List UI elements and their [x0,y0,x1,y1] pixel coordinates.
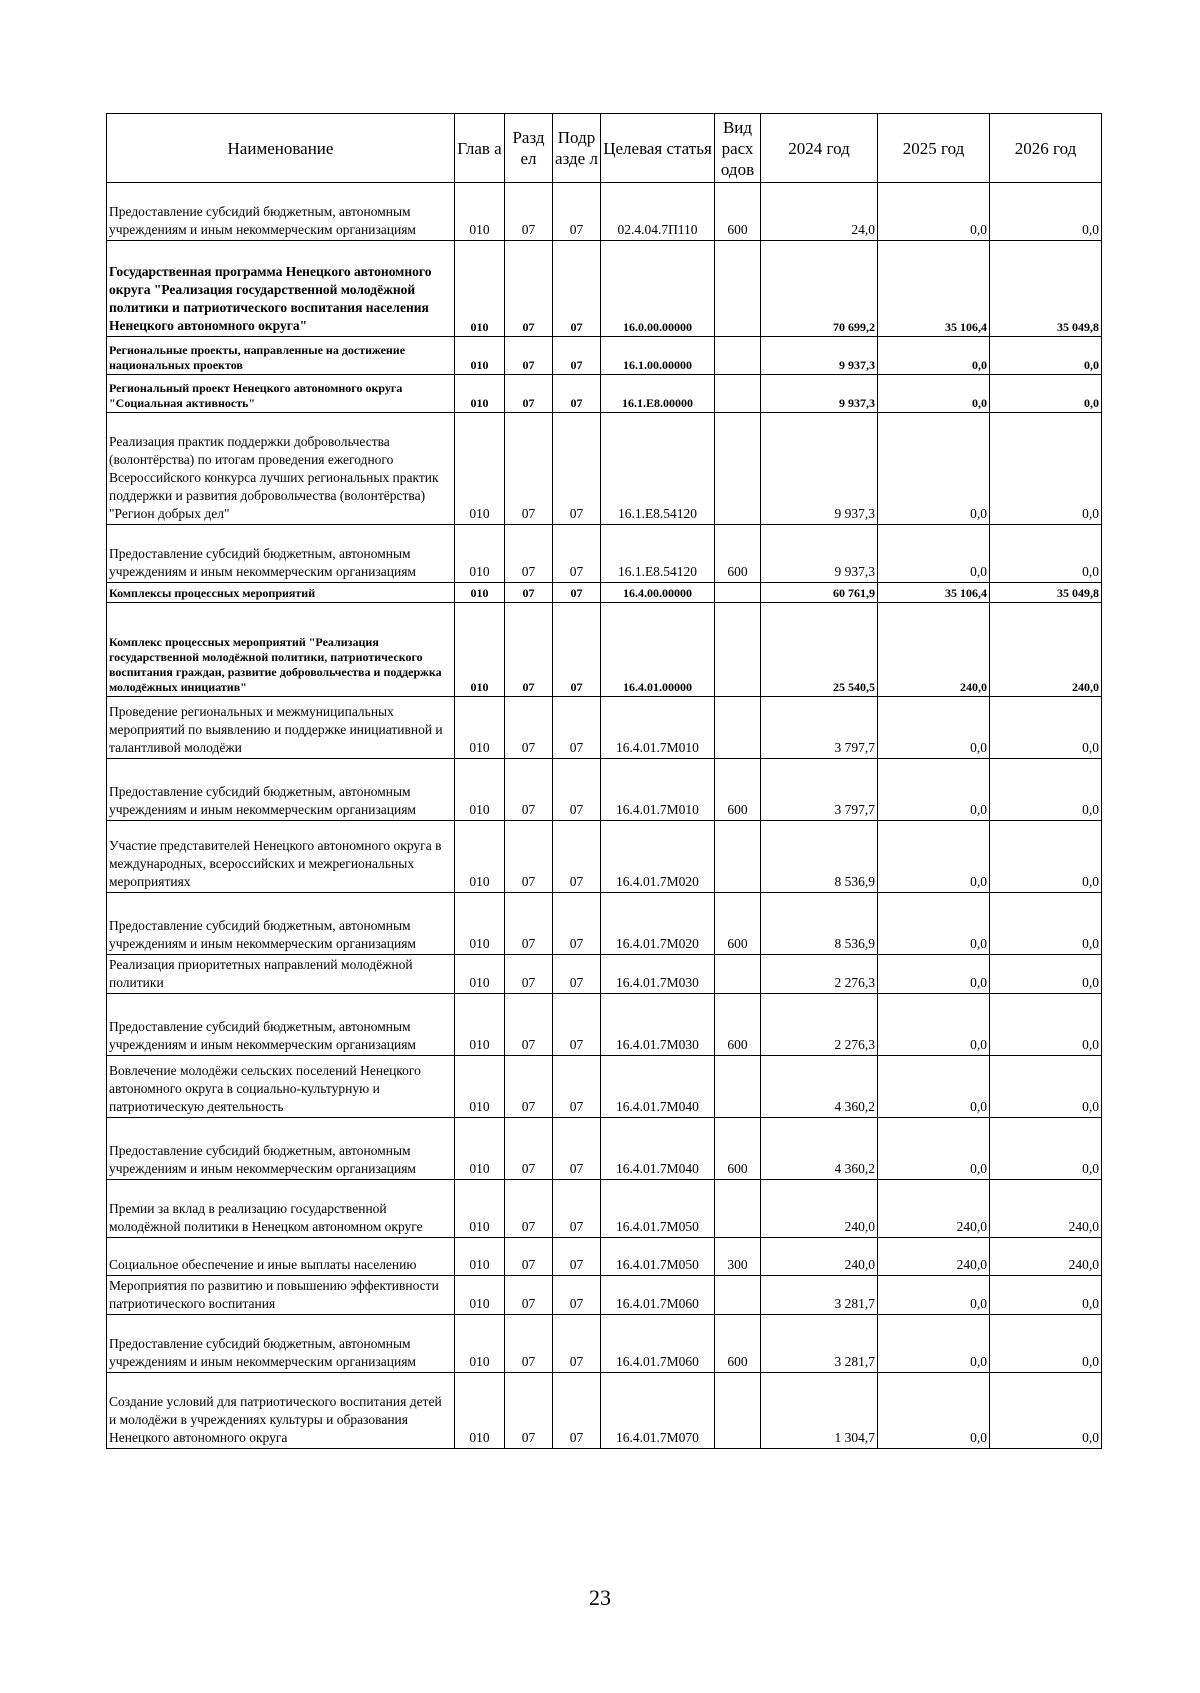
row-name: Предоставление субсидий бюджетным, автономным учреждениям и иным некоммерческим организациям [107,994,455,1056]
row-amount-2025: 35 106,4 [878,583,990,603]
row-expense-type: 600 [715,525,761,583]
row-podrazdel: 07 [553,759,601,821]
row-amount-2025: 0,0 [878,1315,990,1373]
row-podrazdel: 07 [553,1056,601,1118]
row-glava: 010 [455,525,505,583]
row-amount-2024: 70 699,2 [761,241,878,337]
row-target-article: 16.4.01.7М010 [601,697,715,759]
row-expense-type [715,375,761,413]
row-amount-2025: 240,0 [878,603,990,697]
row-podrazdel: 07 [553,337,601,375]
row-amount-2025: 0,0 [878,183,990,241]
row-name: Социальное обеспечение и иные выплаты населению [107,1238,455,1276]
row-glava: 010 [455,337,505,375]
row-amount-2024: 4 360,2 [761,1118,878,1180]
row-podrazdel: 07 [553,603,601,697]
row-expense-type [715,337,761,375]
row-podrazdel: 07 [553,955,601,994]
table-row [107,413,1102,525]
row-amount-2024: 2 276,3 [761,955,878,994]
row-target-article: 16.4.01.7М040 [601,1118,715,1180]
row-glava: 010 [455,821,505,893]
row-amount-2026: 240,0 [990,1238,1102,1276]
row-amount-2026: 0,0 [990,183,1102,241]
row-expense-type: 600 [715,183,761,241]
row-target-article: 16.4.01.7М050 [601,1238,715,1276]
row-expense-type: 600 [715,759,761,821]
row-amount-2026: 0,0 [990,1118,1102,1180]
row-amount-2024: 25 540,5 [761,603,878,697]
row-amount-2026: 0,0 [990,955,1102,994]
row-name: Предоставление субсидий бюджетным, автономным учреждениям и иным некоммерческим организациям [107,1118,455,1180]
table-row [107,759,1102,821]
table-row [107,1238,1102,1276]
row-razdel: 07 [505,375,553,413]
header-2025: 2025 год [878,114,990,183]
row-podrazdel: 07 [553,1118,601,1180]
row-amount-2026: 0,0 [990,413,1102,525]
header-name: Наименование [107,114,455,183]
row-razdel: 07 [505,603,553,697]
row-podrazdel: 07 [553,1315,601,1373]
row-amount-2025: 0,0 [878,337,990,375]
row-amount-2026: 0,0 [990,375,1102,413]
row-amount-2024: 8 536,9 [761,821,878,893]
header-razdel: Разд ел [505,114,553,183]
row-razdel: 07 [505,893,553,955]
row-amount-2026: 35 049,8 [990,241,1102,337]
row-name: Предоставление субсидий бюджетным, автономным учреждениям и иным некоммерческим организациям [107,1315,455,1373]
page-number: 23 [589,1585,611,1610]
row-expense-type [715,955,761,994]
row-name: Региональные проекты, направленные на достижение национальных проектов [107,337,455,375]
row-razdel: 07 [505,1118,553,1180]
table-row [107,994,1102,1056]
row-razdel: 07 [505,1276,553,1315]
row-glava: 010 [455,1373,505,1449]
row-amount-2024: 60 761,9 [761,583,878,603]
header-2024: 2024 год [761,114,878,183]
row-razdel: 07 [505,1056,553,1118]
row-glava: 010 [455,759,505,821]
table-row [107,893,1102,955]
row-razdel: 07 [505,697,553,759]
row-name: Реализация приоритетных направлений молодёжной политики [107,955,455,994]
table-row [107,337,1102,375]
table-row [107,697,1102,759]
row-glava: 010 [455,603,505,697]
row-amount-2026: 0,0 [990,1056,1102,1118]
row-podrazdel: 07 [553,525,601,583]
row-razdel: 07 [505,413,553,525]
row-amount-2024: 240,0 [761,1238,878,1276]
row-amount-2024: 3 797,7 [761,697,878,759]
row-expense-type [715,1276,761,1315]
table-row [107,955,1102,994]
table-row [107,1180,1102,1238]
row-expense-type [715,1373,761,1449]
row-expense-type: 600 [715,1118,761,1180]
row-target-article: 16.1.E8.54120 [601,525,715,583]
row-expense-type: 600 [715,893,761,955]
row-amount-2025: 0,0 [878,759,990,821]
row-glava: 010 [455,413,505,525]
row-expense-type: 600 [715,1315,761,1373]
row-target-article: 16.4.01.7М060 [601,1315,715,1373]
row-name: Предоставление субсидий бюджетным, автономным учреждениям и иным некоммерческим организациям [107,893,455,955]
row-amount-2026: 0,0 [990,893,1102,955]
row-razdel: 07 [505,337,553,375]
row-amount-2026: 0,0 [990,697,1102,759]
row-amount-2024: 2 276,3 [761,994,878,1056]
row-target-article: 16.4.01.7М070 [601,1373,715,1449]
row-podrazdel: 07 [553,1373,601,1449]
row-amount-2024: 3 281,7 [761,1276,878,1315]
row-amount-2026: 0,0 [990,1373,1102,1449]
row-expense-type [715,821,761,893]
row-amount-2024: 24,0 [761,183,878,241]
row-amount-2026: 0,0 [990,337,1102,375]
row-amount-2026: 0,0 [990,1276,1102,1315]
row-expense-type [715,1180,761,1238]
row-target-article: 16.1.E8.54120 [601,413,715,525]
row-amount-2025: 240,0 [878,1238,990,1276]
row-glava: 010 [455,697,505,759]
row-expense-type: 300 [715,1238,761,1276]
row-target-article: 16.1.00.00000 [601,337,715,375]
row-glava: 010 [455,1276,505,1315]
row-expense-type [715,241,761,337]
row-amount-2025: 0,0 [878,1276,990,1315]
row-amount-2025: 0,0 [878,1373,990,1449]
row-amount-2025: 0,0 [878,525,990,583]
row-name: Комплекс процессных мероприятий "Реализация государственной молодёжной политики, патриотического воспитания граждан, развитие добровольчества и поддержка молодёжных инициатив" [107,603,455,697]
row-podrazdel: 07 [553,893,601,955]
row-razdel: 07 [505,1315,553,1373]
row-name: Участие представителей Ненецкого автономного округа в международных, всероссийских и межрегиональных мероприятиях [107,821,455,893]
row-target-article: 16.4.01.7М030 [601,955,715,994]
row-amount-2024: 9 937,3 [761,337,878,375]
row-amount-2025: 0,0 [878,375,990,413]
row-glava: 010 [455,1118,505,1180]
table-row [107,1118,1102,1180]
row-podrazdel: 07 [553,821,601,893]
row-glava: 010 [455,1238,505,1276]
row-amount-2025: 0,0 [878,1118,990,1180]
row-target-article: 16.1.E8.00000 [601,375,715,413]
table-row [107,821,1102,893]
row-amount-2026: 0,0 [990,525,1102,583]
row-podrazdel: 07 [553,697,601,759]
row-name: Предоставление субсидий бюджетным, автономным учреждениям и иным некоммерческим организациям [107,183,455,241]
row-target-article: 16.0.00.00000 [601,241,715,337]
row-name: Проведение региональных и межмуниципальных мероприятий по выявлению и поддержке инициативной и талантливой молодёжи [107,697,455,759]
row-amount-2024: 4 360,2 [761,1056,878,1118]
row-razdel: 07 [505,759,553,821]
row-target-article: 16.4.01.7М010 [601,759,715,821]
row-amount-2024: 9 937,3 [761,413,878,525]
row-podrazdel: 07 [553,1238,601,1276]
row-glava: 010 [455,893,505,955]
row-expense-type [715,603,761,697]
table-row [107,1315,1102,1373]
row-target-article: 16.4.01.7М040 [601,1056,715,1118]
row-razdel: 07 [505,1238,553,1276]
row-name: Государственная программа Ненецкого автономного округа "Реализация государственной молодёжной политики и патриотического воспитания населения Ненецкого автономного округа" [107,241,455,337]
row-expense-type [715,697,761,759]
row-amount-2024: 240,0 [761,1180,878,1238]
row-glava: 010 [455,1180,505,1238]
table-row [107,1056,1102,1118]
row-expense-type [715,413,761,525]
row-target-article: 16.4.01.7М060 [601,1276,715,1315]
row-podrazdel: 07 [553,994,601,1056]
row-glava: 010 [455,583,505,603]
table-row [107,183,1102,241]
row-name: Мероприятия по развитию и повышению эффективности патриотического воспитания [107,1276,455,1315]
row-target-article: 02.4.04.7П110 [601,183,715,241]
row-amount-2024: 3 281,7 [761,1315,878,1373]
row-razdel: 07 [505,241,553,337]
row-amount-2026: 0,0 [990,1315,1102,1373]
row-razdel: 07 [505,1373,553,1449]
row-name: Региональный проект Ненецкого автономного округа "Социальная активность" [107,375,455,413]
row-target-article: 16.4.01.7М030 [601,994,715,1056]
row-name: Премии за вклад в реализацию государственной молодёжной политики в Ненецком автономном округе [107,1180,455,1238]
row-name: Предоставление субсидий бюджетным, автономным учреждениям и иным некоммерческим организациям [107,759,455,821]
row-amount-2025: 0,0 [878,994,990,1056]
row-glava: 010 [455,183,505,241]
row-amount-2025: 0,0 [878,893,990,955]
row-amount-2026: 240,0 [990,1180,1102,1238]
row-name: Вовлечение молодёжи сельских поселений Ненецкого автономного округа в социально-культурную и патриотическую деятельность [107,1056,455,1118]
row-amount-2026: 0,0 [990,821,1102,893]
row-glava: 010 [455,241,505,337]
row-razdel: 07 [505,821,553,893]
header-glava: Глав а [455,114,505,183]
row-name: Создание условий для патриотического воспитания детей и молодёжи в учреждениях культуры и образования Ненецкого автономного округа [107,1373,455,1449]
row-podrazdel: 07 [553,241,601,337]
row-razdel: 07 [505,994,553,1056]
table-row [107,375,1102,413]
row-podrazdel: 07 [553,583,601,603]
row-glava: 010 [455,994,505,1056]
row-amount-2025: 0,0 [878,413,990,525]
row-amount-2025: 0,0 [878,821,990,893]
row-name: Реализация практик поддержки добровольчества (волонтёрства) по итогам проведения ежегодного Всероссийского конкурса лучших региональных практик поддержки и развития добровольчества (волонтёрства) "Регион добрых дел" [107,413,455,525]
row-amount-2026: 240,0 [990,603,1102,697]
row-amount-2025: 240,0 [878,1180,990,1238]
row-expense-type [715,1056,761,1118]
row-name: Предоставление субсидий бюджетным, автономным учреждениям и иным некоммерческим организациям [107,525,455,583]
row-amount-2026: 0,0 [990,994,1102,1056]
row-expense-type: 600 [715,994,761,1056]
row-amount-2025: 0,0 [878,955,990,994]
row-podrazdel: 07 [553,1180,601,1238]
row-glava: 010 [455,955,505,994]
row-expense-type [715,583,761,603]
header-2026: 2026 год [990,114,1102,183]
row-glava: 010 [455,375,505,413]
row-razdel: 07 [505,583,553,603]
row-podrazdel: 07 [553,1276,601,1315]
row-amount-2025: 0,0 [878,697,990,759]
row-amount-2025: 35 106,4 [878,241,990,337]
table-row [107,603,1102,697]
header-target: Целевая статья [601,114,715,183]
row-target-article: 16.4.01.7М050 [601,1180,715,1238]
row-target-article: 16.4.01.00000 [601,603,715,697]
table-body [107,183,1102,1449]
row-amount-2025: 0,0 [878,1056,990,1118]
table-row [107,525,1102,583]
row-target-article: 16.4.01.7М020 [601,821,715,893]
row-razdel: 07 [505,1180,553,1238]
row-podrazdel: 07 [553,183,601,241]
row-amount-2024: 1 304,7 [761,1373,878,1449]
row-target-article: 16.4.01.7М020 [601,893,715,955]
row-razdel: 07 [505,955,553,994]
row-amount-2024: 8 536,9 [761,893,878,955]
row-amount-2024: 3 797,7 [761,759,878,821]
row-amount-2026: 0,0 [990,759,1102,821]
row-razdel: 07 [505,525,553,583]
row-amount-2026: 35 049,8 [990,583,1102,603]
row-razdel: 07 [505,183,553,241]
row-glava: 010 [455,1315,505,1373]
row-amount-2024: 9 937,3 [761,375,878,413]
table-row [107,1373,1102,1449]
table-row [107,241,1102,337]
table-row [107,1276,1102,1315]
table-header-row [107,114,1102,183]
row-podrazdel: 07 [553,413,601,525]
header-podrazdel: Подр азде л [553,114,601,183]
table-row [107,583,1102,603]
budget-table [106,113,1102,1449]
row-target-article: 16.4.00.00000 [601,583,715,603]
header-expense: Вид расх одов [715,114,761,183]
row-podrazdel: 07 [553,375,601,413]
row-name: Комплексы процессных мероприятий [107,583,455,603]
row-amount-2024: 9 937,3 [761,525,878,583]
row-glava: 010 [455,1056,505,1118]
